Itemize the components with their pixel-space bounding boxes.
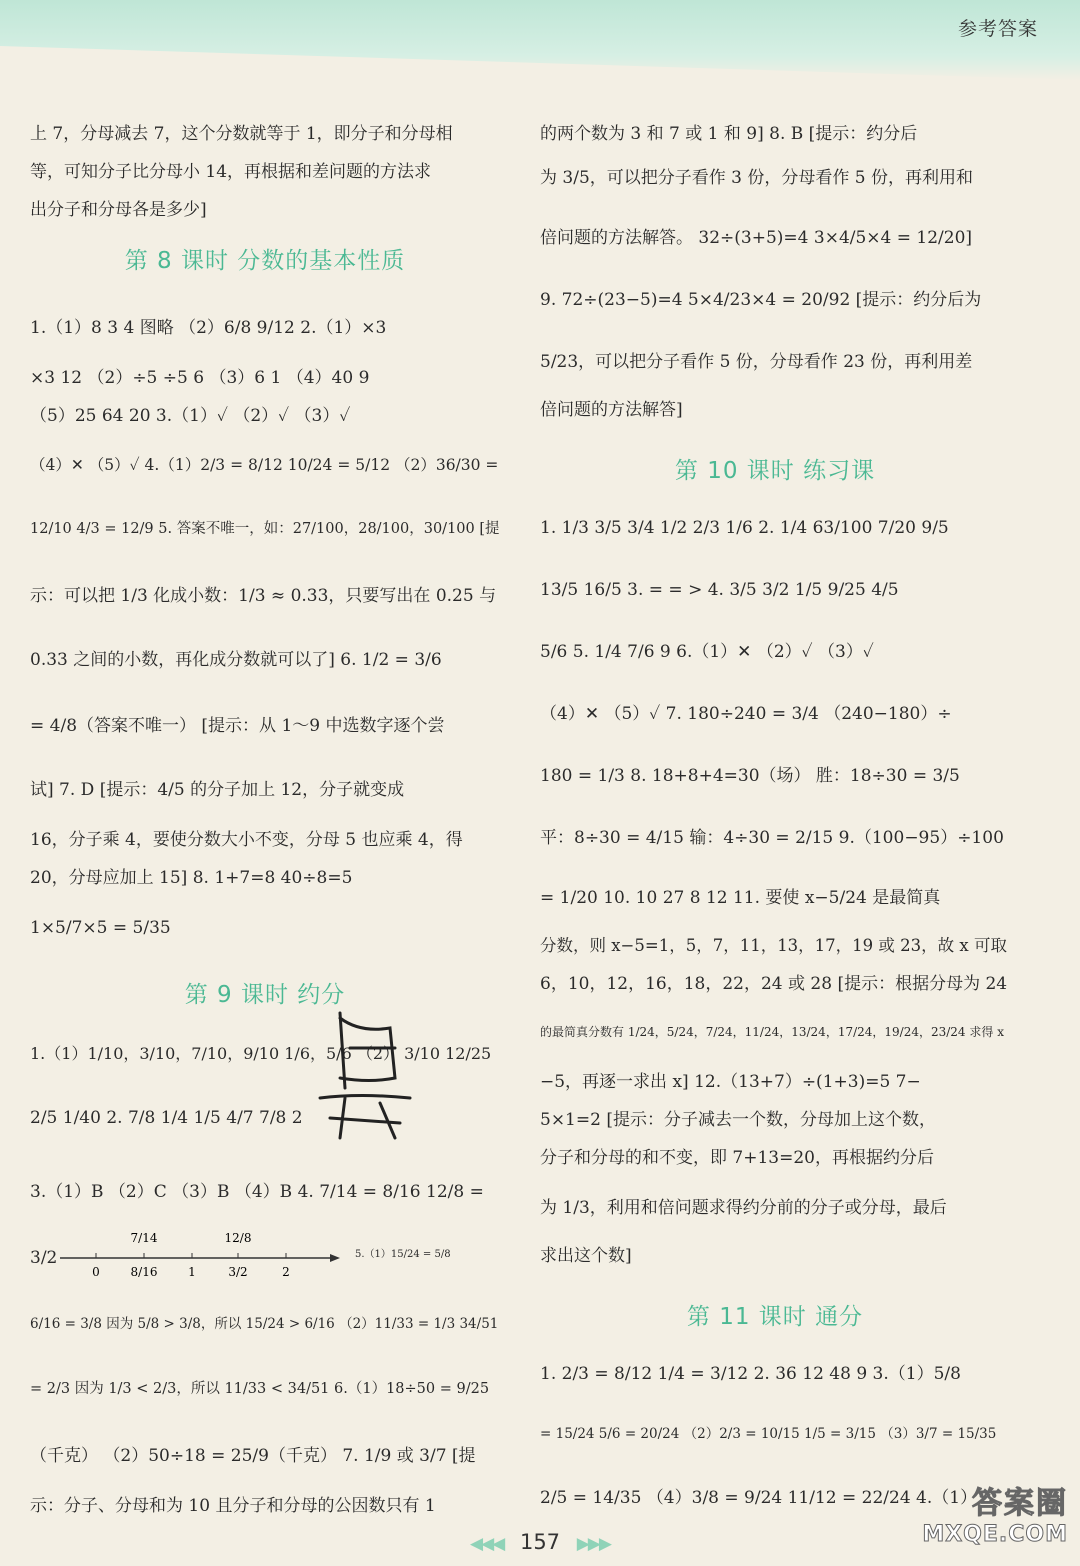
right-answer-line: 的最简真分数有 1/24，5/24，7/24，11/24，13/24，17/24，19/24，23/24 求得 x: [540, 1025, 1004, 1039]
banner-edge: [0, 0, 1080, 92]
page-header-title: 参考答案: [957, 18, 1038, 40]
right-answer-line: 5×1=2 [提示：分子减去一个数，分母加上这个数，: [540, 1110, 936, 1130]
left-answer-line: 1.（1）8 3 4 图略 （2）6/8 9/12 2.（1）×3: [30, 318, 387, 338]
left-answer-line: 示：可以把 1/3 化成小数：1/3 ≈ 0.33，只要写出在 0.25 与: [30, 586, 497, 606]
left-section-heading: 第 8 课时 分数的基本性质: [124, 248, 406, 274]
left-answer-line: 20，分母应加上 15] 8. 1+7=8 40÷8=5: [30, 868, 353, 888]
numline-label-above-1: 7/14: [130, 1231, 158, 1245]
left-section-heading: 第 9 课时 约分: [184, 982, 346, 1008]
numline-label-below-1: 0: [92, 1265, 100, 1279]
right-section-heading: 第 11 课时 通分: [686, 1304, 864, 1330]
numline-label-below-5: 2: [282, 1265, 290, 1279]
right-arrows-icon: ▶▶▶: [576, 1534, 610, 1554]
right-answer-line: 倍问题的方法解答。 32÷(3+5)=4 3×4/5×4 = 12/20]: [540, 228, 973, 248]
right-answer-line: = 15/24 5/6 = 20/24 （2）2/3 = 10/15 1/5 = 3/15 （3）3/7 = 15/35: [540, 1426, 997, 1442]
left-answer-line: （千克） （2）50÷18 = 25/9（千克） 7. 1/9 或 3/7 [提: [30, 1446, 476, 1466]
numline-label-below-2: 8/16: [130, 1265, 158, 1279]
left-answer-line: 试] 7. D [提示：4/5 的分子加上 12，分子就变成: [30, 780, 405, 800]
right-answer-line: 求出这个数]: [540, 1246, 632, 1266]
right-answer-line: 为 3/5，可以把分子看作 3 份，分母看作 5 份，再利用和: [540, 168, 974, 188]
right-answer-line: 倍问题的方法解答]: [540, 400, 683, 420]
right-answer-line: 平：8÷30 = 4/15 输：4÷30 = 2/15 9.（100−95）÷100: [540, 828, 1004, 848]
right-answer-line: 分数，则 x−5=1，5，7，11，13，17，19 或 23，故 x 可取: [540, 936, 1007, 955]
left-answer-line: 1.（1）1/10，3/10，7/10，9/10 1/6，5/6 （2） 3/10 12/25: [30, 1044, 492, 1063]
right-answer-line: 1. 2/3 = 8/12 1/4 = 3/12 2. 36 12 48 9 3.（1）5/8: [540, 1364, 961, 1384]
watermark-top: 答案圈: [972, 1486, 1068, 1521]
left-answer-line: = 4/8（答案不唯一） [提示：从 1～9 中选数字逐个尝: [30, 716, 445, 736]
left-answer-line: 3.（1）B （2）C （3）B （4）B 4. 7/14 = 8/16 12/8 =: [30, 1182, 484, 1202]
left-answer-line: 1×5/7×5 = 5/35: [30, 918, 171, 938]
left-answer-line: 12/10 4/3 = 12/9 5. 答案不唯一，如：27/100，28/100，30/100 [提: [30, 521, 500, 537]
right-answer-line: 2/5 = 14/35 （4）3/8 = 9/24 11/12 = 22/24 4.（1）: [540, 1488, 978, 1508]
watermark-bottom: MXQE.COM: [922, 1522, 1068, 1547]
left-answer-line: 等，可知分子比分母小 14，再根据和差问题的方法求: [30, 162, 432, 182]
left-answer-line: （5）25 64 20 3.（1）✓ （2）✓ （3）✓: [30, 406, 351, 426]
right-answer-line: 1. 1/3 3/5 3/4 1/2 2/3 1/6 2. 1/4 63/100 7/20 9/5: [540, 518, 949, 538]
left-answer-line: 上 7，分母减去 7，这个分数就等于 1，即分子和分母相: [30, 124, 453, 144]
left-arrows-icon: ◀◀◀: [470, 1534, 504, 1554]
right-answer-line: 13/5 16/5 3. = = > 4. 3/5 3/2 1/5 9/25 4/5: [540, 580, 899, 600]
watermark-logo: [838, 1478, 1068, 1558]
left-answer-line: 0.33 之间的小数，再化成分数就可以了] 6. 1/2 = 3/6: [30, 650, 442, 670]
right-answer-line: 5/6 5. 1/4 7/6 9 6.（1）✕ （2）✓ （3）✓: [540, 642, 874, 662]
right-answer-line: = 1/20 10. 10 27 8 12 11. 要使 x−5/24 是最简真: [540, 888, 941, 908]
left-answer-line: 6/16 = 3/8 因为 5/8 > 3/8，所以 15/24 > 6/16 （2）11/33 = 1/3 34/51: [30, 1316, 499, 1332]
right-answer-line: 5/23，可以把分子看作 5 份，分母看作 23 份，再利用差: [540, 352, 973, 372]
page-number: 157: [519, 1530, 561, 1554]
left-answer-line: 出分子和分母各是多少]: [30, 200, 207, 220]
number-line: [60, 1220, 350, 1295]
right-answer-line: 分子和分母的和不变，即 7+13=20，再根据约分后: [540, 1148, 934, 1168]
right-answer-line: 为 1/3，利用和倍问题求得约分前的分子或分母，最后: [540, 1198, 947, 1218]
numline-label-above-2: 12/8: [224, 1231, 252, 1245]
left-answer-line: 5.（1）15/24 = 5/8: [355, 1249, 451, 1260]
left-answer-line: 3/2: [30, 1248, 58, 1268]
left-answer-line: ×3 12 （2）÷5 ÷5 6 （3）6 1 （4）40 9: [30, 368, 370, 388]
left-answer-line: （4）✕ （5）✓ 4.（1）2/3 = 8/12 10/24 = 5/12 （2）36/30 =: [30, 456, 499, 474]
left-answer-line: 16，分子乘 4，要使分数大小不变，分母 5 也应乘 4，得: [30, 830, 463, 850]
right-answer-line: −5，再逐一求出 x] 12.（13+7）÷(1+3)=5 7−: [540, 1072, 921, 1092]
numline-label-below-4: 3/2: [228, 1265, 248, 1279]
right-answer-line: （4）✕ （5）✓ 7. 180÷240 = 3/4 （240−180）÷: [540, 704, 952, 724]
handwritten-scribble: [300, 1008, 430, 1143]
left-answer-line: 2/5 1/40 2. 7/8 1/4 1/5 4/7 7/8 2: [30, 1108, 303, 1128]
left-answer-line: 示：分子、分母和为 10 且分子和分母的公因数只有 1: [30, 1496, 436, 1516]
left-answer-line: = 2/3 因为 1/3 < 2/3，所以 11/33 < 34/51 6.（1）18÷50 = 9/25: [30, 1381, 490, 1397]
right-section-heading: 第 10 课时 练习课: [674, 458, 876, 484]
right-answer-line: 180 = 1/3 8. 18+8+4=30（场） 胜：18÷30 = 3/5: [540, 766, 960, 786]
right-answer-line: 9. 72÷(23−5)=4 5×4/23×4 = 20/92 [提示：约分后为: [540, 290, 982, 310]
right-answer-line: 6，10，12，16，18，22，24 或 28 [提示：根据分母为 24: [540, 974, 1008, 994]
numline-label-below-3: 1: [188, 1265, 196, 1279]
right-answer-line: 的两个数为 3 和 7 或 1 和 9] 8. B [提示：约分后: [540, 124, 918, 144]
